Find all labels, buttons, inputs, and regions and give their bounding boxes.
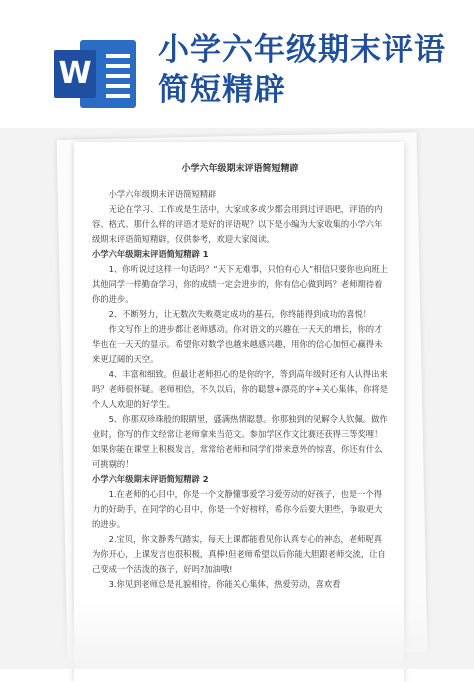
paragraph: 小学六年级期末评语简短精辟 <box>108 189 217 199</box>
paragraph: 1.在老师的心目中，你是一个文静懂事爱学习爱劳动的好孩子，也是一个得力的好助手，在同学的心目中，你是一个好榜样，希你今后要大胆些，争取更大的进步。 <box>92 489 383 529</box>
paragraph: 5、你那双珍珠般的眼睛里，盛满热情聪慧。你那独到的见解令人钦佩。做作业时，你写的作文经常让老师拿来当范文。参加学区作文比赛还获得三等奖哩！如果你能在课堂上积极发言，常常给老师和同学们带来意外的惊喜，你还有什么可挑剔的！ <box>92 414 388 469</box>
paragraph: 2、不断努力，让无数次失败奠定成功的基石，你终能得到成功的喜悦！ <box>108 309 372 319</box>
page-title: 小学六年级期末评语简短精辟 <box>158 32 446 108</box>
word-icon <box>54 36 138 114</box>
section-heading: 小学六年级期末评语简短精辟 1 <box>92 249 209 259</box>
bottom-fade <box>0 600 474 669</box>
paragraph: 无论在学习、工作或是生活中，大家或多或少都会用到过评语吧，评语的内容、格式、那什么样的评语才是好的评语呢？以下是小编为大家收集的小学六年级期末评语简短精辟，仅供参考，欢迎大家阅读。 <box>92 204 383 244</box>
paragraph: 作文写作上的进步都让老师感动。你对语文的兴趣在一天天的增长，你的才华也在一天天的显示。希望你对数学也越来越感兴趣，用你的信心加恒心赢得未来更辽阔的天空。 <box>92 324 383 364</box>
document-title: 小学六年级期末评语简短精辟 <box>181 164 299 174</box>
word-letter-logo: W <box>54 50 96 98</box>
paragraph: 1、你听说过这样一句话吗？“天下无难事，只怕有心人”相信只要你也向班上其他同学一样勤奋学习，你的成绩一定会进步的，你有信心做到吗？老师期待着你的进步。 <box>92 264 388 304</box>
paragraph: 2.宝贝，你文静秀气踏实，每天上课都能看见你认真专心的神态，老师呢真为你开心，上课发言也很积极，真棒!但老师希望以后你能大胆跟老师交流，让自己变成一个活泼的孩子，好吗?加油哦! <box>92 534 386 574</box>
section-heading: 小学六年级期末评语简短精辟 2 <box>92 474 209 484</box>
paragraph-list <box>92 187 388 592</box>
document-body <box>92 162 388 592</box>
paragraph: 3.你见到老师总是礼貌相待，你能关心集体，热爱劳动，喜欢看 <box>108 579 341 589</box>
paragraph: 4、丰富和细致。但最让老师担心的是你的字，等到高年级时还有人认得出来吗？老师很怀疑。老师相信，不久以后，你的聪慧+漂亮的字+关心集体，你将是个人人欢迎的好学生。 <box>92 369 389 409</box>
